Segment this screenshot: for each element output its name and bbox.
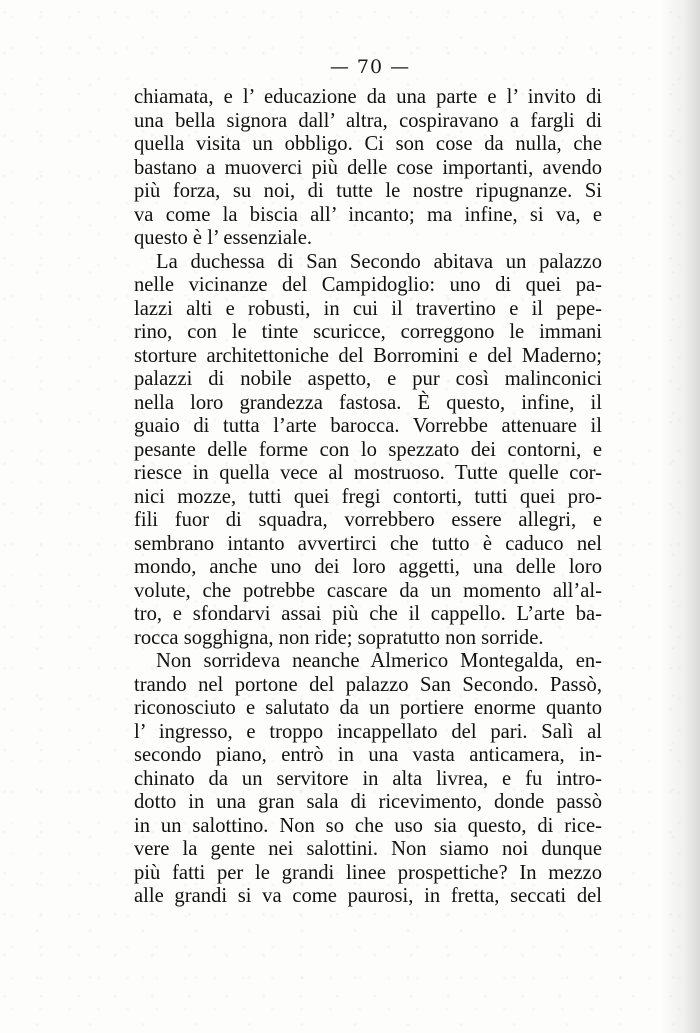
text-line: chinato da un servitore in alta livrea, e fu intro-: [134, 767, 602, 790]
text-line: fili fuor di squadra, vorrebbero essere allegri, e: [134, 509, 602, 531]
text-line: riesce in quella vece al mostruoso. Tutte quelle cor-: [134, 462, 602, 484]
text-line: l’ ingresso, e troppo incappellato del pari. Salì al: [134, 720, 602, 743]
text-line: bastano a muoverci più delle cose importanti, avendo: [134, 156, 602, 179]
text-line: guaio di tutta l’arte barocca. Vorrebbe attenuare il: [134, 415, 602, 437]
text-line: più fatti per le grandi linee prospettiche? In mezzo: [134, 861, 602, 884]
text-line: mondo, anche uno dei loro aggetti, una delle loro: [134, 556, 602, 578]
paragraph-end-line: questo è l’ essenziale.: [134, 227, 313, 249]
text-line: secondo piano, entrò in una vasta anticamera, in-: [134, 744, 602, 766]
text-line: va come la biscia all’ incanto; ma infine, si va, e: [134, 203, 602, 226]
text-line: nella loro grandezza fastosa. È questo, infine, il: [134, 391, 602, 414]
text-line: trando nel portone del palazzo San Secondo. Passò,: [134, 673, 602, 696]
text-line: in un salottino. Non so che uso sia questo, di rice-: [134, 814, 602, 837]
text-line: vere la gente nei salottini. Non siamo noi dunque: [134, 838, 602, 860]
paragraph-start-line: Non sorrideva neanche Almerico Montegalda, en-: [156, 650, 602, 672]
paragraph-start-line: La duchessa di San Secondo abitava un palazzo: [156, 250, 602, 273]
text-line: alle grandi si va come paurosi, in fretta, seccati del: [134, 885, 602, 907]
text-line: nici mozze, tutti quei fregi contorti, tutti quei pro-: [134, 485, 602, 508]
text-line: sembrano intanto avvertirci che tutto è caduco nel: [134, 532, 602, 555]
page-number: — 70 —: [329, 56, 411, 78]
text-line: palazzi di nobile aspetto, e pur così malinconici: [134, 368, 602, 390]
paragraph-end-line: rocca sogghigna, non ride; sopratutto non sorride.: [134, 626, 544, 649]
text-line: tro, e sfondarvi assai più che il cappello. L’arte ba-: [134, 603, 602, 625]
text-line: rino, con le tinte scuricce, correggono le immani: [134, 321, 602, 343]
body-text: [134, 86, 602, 909]
text-line: lazzi alti e robusti, in cui il travertino e il pepe-: [134, 297, 602, 320]
page-edge-shadow: [660, 0, 700, 1033]
text-line: più forza, su noi, di tutte le nostre ripugnanze. Si: [134, 180, 602, 202]
text-line: quella visita un obbligo. Ci son cose da nulla, che: [134, 133, 602, 155]
text-line: storture architettoniche del Borromini e del Maderno;: [134, 344, 602, 367]
text-line: dotto in una gran sala di ricevimento, donde passò: [134, 791, 602, 813]
text-line: chiamata, e l’ educazione da una parte e l’ invito di: [134, 86, 602, 108]
text-line: una bella signora dall’ altra, cospiravano a fargli di: [134, 109, 602, 132]
text-line: volute, che potrebbe cascare da un momento all’al-: [134, 579, 602, 602]
text-line: riconosciuto e salutato da un portiere enorme quanto: [134, 697, 602, 719]
text-line: pesante delle forme con lo spezzato dei contorni, e: [134, 438, 602, 461]
text-line: nelle vicinanze del Campidoglio: uno di quei pa-: [134, 274, 602, 296]
